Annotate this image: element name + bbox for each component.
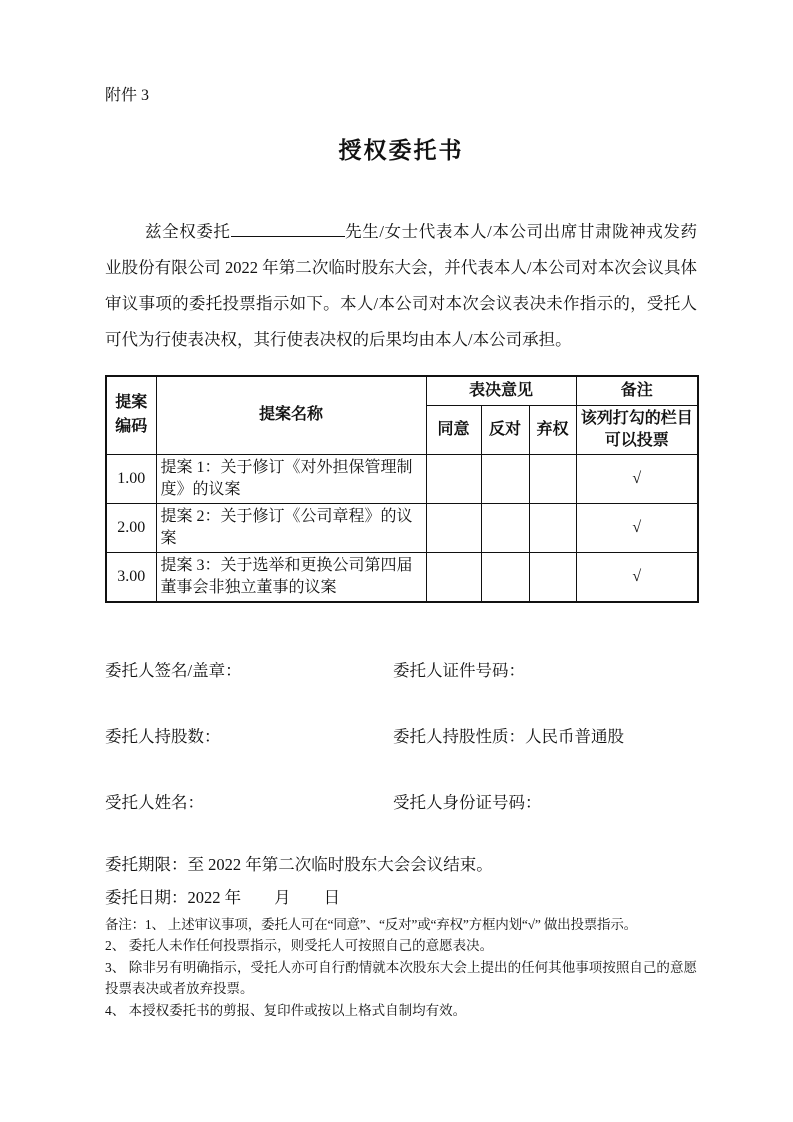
intro-paragraph bbox=[105, 214, 697, 358]
remark-checkmark: √ bbox=[576, 454, 698, 503]
proposal-vote-table bbox=[105, 375, 699, 603]
proposal-code: 2.00 bbox=[106, 503, 156, 552]
header-agree: 同意 bbox=[426, 405, 481, 454]
header-remark-sub: 该列打勾的栏目可以投票 bbox=[576, 405, 698, 454]
header-abstain: 弃权 bbox=[529, 405, 576, 454]
notes-section bbox=[105, 914, 697, 1022]
principal-name-blank bbox=[231, 219, 345, 237]
against-box bbox=[481, 503, 529, 552]
table-row bbox=[106, 503, 698, 552]
abstain-box bbox=[529, 552, 576, 602]
signature-section bbox=[105, 661, 697, 813]
proposal-name: 提案 2：关于修订《公司章程》的议案 bbox=[156, 503, 426, 552]
principal-share-type-label: 委托人持股性质： bbox=[393, 726, 525, 746]
note-4: 4、 本授权委托书的剪报、复印件或按以上格式自制均有效。 bbox=[105, 1002, 467, 1018]
remark-checkmark: √ bbox=[576, 552, 698, 602]
proposal-name: 提案 3：关于选举和更换公司第四届董事会非独立董事的议案 bbox=[156, 552, 426, 602]
principal-signature-label: 委托人签名/盖章： bbox=[105, 660, 242, 680]
principal-share-type-value: 人民币普通股 bbox=[525, 726, 624, 746]
table-header-row-1 bbox=[106, 376, 698, 406]
table-row bbox=[106, 454, 698, 503]
remark-checkmark: √ bbox=[576, 503, 698, 552]
abstain-box bbox=[529, 454, 576, 503]
mandate-term: 委托期限：至 2022 年第二次临时股东大会会议结束。 bbox=[105, 854, 493, 874]
trustee-id-label: 受托人身份证号码： bbox=[393, 792, 542, 812]
header-vote-opinion: 表决意见 bbox=[426, 376, 576, 406]
principal-shares-label: 委托人持股数： bbox=[105, 726, 221, 746]
trustee-name-label: 受托人姓名： bbox=[105, 792, 204, 812]
signature-row-3 bbox=[105, 793, 697, 813]
page-title: 授权委托书 bbox=[338, 137, 464, 163]
agree-box bbox=[426, 454, 481, 503]
table-row bbox=[106, 552, 698, 602]
mandate-date: 委托日期：2022 年 月 日 bbox=[105, 887, 341, 907]
note-1: 备注：1、 上述审议事项，委托人可在“同意”、“反对”或“弃权”方框内划“√” 做出投票指示。 bbox=[105, 916, 637, 932]
principal-share-type bbox=[393, 727, 697, 747]
header-proposal-name: 提案名称 bbox=[156, 376, 426, 455]
abstain-box bbox=[529, 503, 576, 552]
note-3: 3、 除非另有明确指示，受托人亦可自行酌情就本次股东大会上提出的任何其他事项按照自己的意愿投票表决或者放弃投票。 bbox=[105, 959, 697, 996]
header-proposal-code: 提案编码 bbox=[106, 376, 156, 455]
intro-body: 先生/女士代表本人/本公司出席甘肃陇神戎发药业股份有限公司 2022 年第二次临时股东大会，并代表本人/本公司对本次会议具体审议事项的委托投票指示如下。本人/本公司对本次会议表决未作指示的，受托人可代为行使表决权，其行使表决权的后果均由本人/本公司承担。 bbox=[105, 222, 698, 349]
proposal-code: 3.00 bbox=[106, 552, 156, 602]
agree-box bbox=[426, 503, 481, 552]
header-remark: 备注 bbox=[576, 376, 698, 406]
signature-row-1 bbox=[105, 661, 697, 681]
proposal-code: 1.00 bbox=[106, 454, 156, 503]
header-against: 反对 bbox=[481, 405, 529, 454]
principal-id-label: 委托人证件号码： bbox=[393, 660, 525, 680]
attachment-label: 附件 3 bbox=[105, 87, 150, 104]
intro-lead: 兹全权委托 bbox=[145, 222, 231, 241]
note-2: 2、 委托人未作任何投票指示，则受托人可按照自己的意愿表决。 bbox=[105, 938, 494, 953]
proposal-name: 提案 1：关于修订《对外担保管理制度》的议案 bbox=[156, 454, 426, 503]
agree-box bbox=[426, 552, 481, 602]
signature-row-2 bbox=[105, 727, 697, 747]
against-box bbox=[481, 552, 529, 602]
against-box bbox=[481, 454, 529, 503]
